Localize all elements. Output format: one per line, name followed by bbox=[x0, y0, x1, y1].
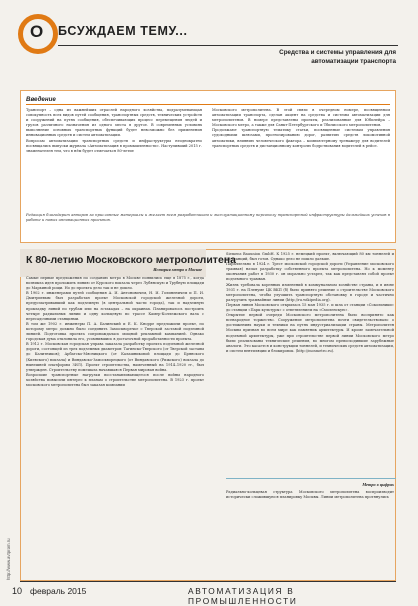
section-heading: БСУЖДАЕМ ТЕМУ... bbox=[58, 24, 188, 38]
intro-label: Введение bbox=[26, 96, 56, 103]
article-column-2: Siemens Bauunion GmbH. К 1925 г. немецкий проект, включающий 80 км тоннелей и 86 станций, был готов. Однако дело не пошло дальше. Параллельно в 1924 г. Трест московской городской дороги (Управление московского трамвая) начал разработку собственного проекта метрополитена. Но к моменту окончания работ в 1930 г. он морально устарел, так как представлял собой проект подземного трамвая. Жизнь требовала коренных изменений в коммунальном хозяйстве страны, и в июне 1931 г. на Пленуме ЦК ВКП (б) было принято решение о строительстве Московского метрополитена, чтобы улучшить транспортную обстановку в городе и частично разгрузить трамвайные линии (http://ru.wikipedia.org). Первая линия Московского открылась 15 мая 1935 г. и шла от станции «Сокольники» до станции «Парк культуры» с ответвлением на «Смоленскую». Открытие первой очереди Московского метрополитена было воспринято как всенародное торжество. Сооружение метрополитена почти свидетельствовало о достижениях науки и техники на путях индустриализации страны. Метрополитен Москвы признан во всем мире как памятник архитектуры. И кроме замечательной подземной архитектуры, уже при строительстве первой линии Московского метро были реализованы технические решения, во многом превосходившие зарубежные аналоги. Это касается и конструкции тоннелей, и технических средств автоматизации, и систем вентиляции и блокировок. (http://mosmetro.ru). bbox=[226, 252, 394, 353]
intro-column-2: Московского метрополитена. В этой связи в очередном номере, посвященном автоматизации транспорта, сделан акцент на средства и системы автоматизации для метрополитенов. В номере представлены проекты, реализованные для Юбилейра – Московского метро, а также для Санкт-Петербургского и Тбилисского метрополитенов. Продолжают транспортную тематику статьи, посвященные системам управления судоходными шлюзами, прогнозированию дорог, развитию средств локомотивной автоматики, влиянию человеческого фактора – компьютерному тренажеру для водителей транспортных средств и дистанционному контролю бодрствования водителей в рейсе. bbox=[212, 108, 390, 148]
article-title: К 80-летию Московского метрополитена bbox=[26, 254, 236, 266]
footer-journal-title: АВТОМАТИЗАЦИЯ В ПРОМЫШЛЕННОСТИ bbox=[188, 586, 298, 606]
article-column-1: Самые первые предложения по созданию метро в Москве появились еще в 1875 г., когда возникла идея проложить линию от Курского вокзала через Лубянскую и Трубную площади до Марьиной рощи. Но до проекта дело так и не дошло. В 1902 г. инженерами путей сообщения А. И. Антоновичем, Н. И. Голиненичем и П. И. Дмитриевым был разработан проект Московской городской железной дороги, предусматривавший как подземную (в центральной части города), так и надземную прокладку линий по трубам или на эстакадах – на окраинах. Планировалось построить четыре радиальных линии и одну кольцевую по трассе Камер-Коллежского вала с пересадочными станциями. В том же 1902 г. инженеры П. А. Балинский и Е. К. Кнорре предложили проект, по которому метро должно было соединить Замоскворечье с Тверской заставой подземной линией. Подготовка проекта сопровождалась мощной рекламной кампанией. Однако городская дума отклонила его, усомнившись в достаточной проработанности проекта. В 1912 г. Московская городская управа заказала разработку проекта подземной железной дороги, состоящей из трех подземных диаметров: Тагинско-Тверского (от Тверской заставы до Калитников); Арбатско-Мясницкого (от Калашниковой площади до Брянского (Киевского) вокзала) и Виндавско-Замоскворецкого (от Виндавского (Рижского) вокзала до нынешней платформы ЗИЛ). Проект строительства, намеченный на 1914–1920 гг., был утвержден. Строительству помешала начавшаяся Первая мировая война. Возросшие транспортные нагрузки восстанавливающегося после войны народного хозяйства повысили интерес к планам о строительстве метрополитена. В 1923 г. проект московского метрополитена был заказан компании bbox=[26, 276, 204, 387]
metro-section-rule bbox=[226, 478, 396, 479]
page-number: 10 bbox=[12, 586, 23, 596]
intro-column-1: Транспорт – одна из важнейших отраслей народного хозяйства, подразумевающая совокупность всех видов путей сообщения, транспортных средств, технических устройств и сооружений на путях сообщения, обеспечивающих процесс перемещения людей и грузов различного назначения из одного места в другое. В современных условиях выполнение основных транспортных функций будет невозможно без применения инновационных средств и систем автоматизации. Вопросам автоматизации транспортных средств и инфраструктуры неоднократно посвящались выпуски журнала «Автоматизация в промышленности». Наступивший 2015 г. знаменателен тем, что в нём будет отмечаться 80-летие bbox=[26, 108, 202, 153]
footer-issue-date: февраль 2015 bbox=[30, 586, 87, 596]
article-subtitle: История метро в Москве bbox=[153, 267, 202, 272]
editor-note: Редакция благодарит авторов за присланные материалы и желает всем разработчикам и эксплуатационному персоналу транспортной инфраструктуры дальнейших успехов в работе и новых инновационных проектов. bbox=[26, 213, 390, 223]
footer-rule bbox=[20, 581, 396, 582]
article-column-2-continued: Радиально-кольцевая структура Московского метрополитена воспроизводит исторически сложившуюся планировку Москвы. Линии метрополитена протянулись bbox=[226, 490, 394, 500]
intro-rule bbox=[26, 104, 390, 105]
section-title: Средства и системы управления для автоматизации транспорта bbox=[279, 49, 396, 65]
side-url-container bbox=[6, 470, 12, 580]
header-rule bbox=[58, 45, 398, 46]
side-url-link[interactable]: http://www.avtprom.ru bbox=[6, 538, 11, 580]
heading-initial: О bbox=[30, 22, 44, 41]
metro-section-heading: Метро в цифрах bbox=[362, 482, 394, 487]
